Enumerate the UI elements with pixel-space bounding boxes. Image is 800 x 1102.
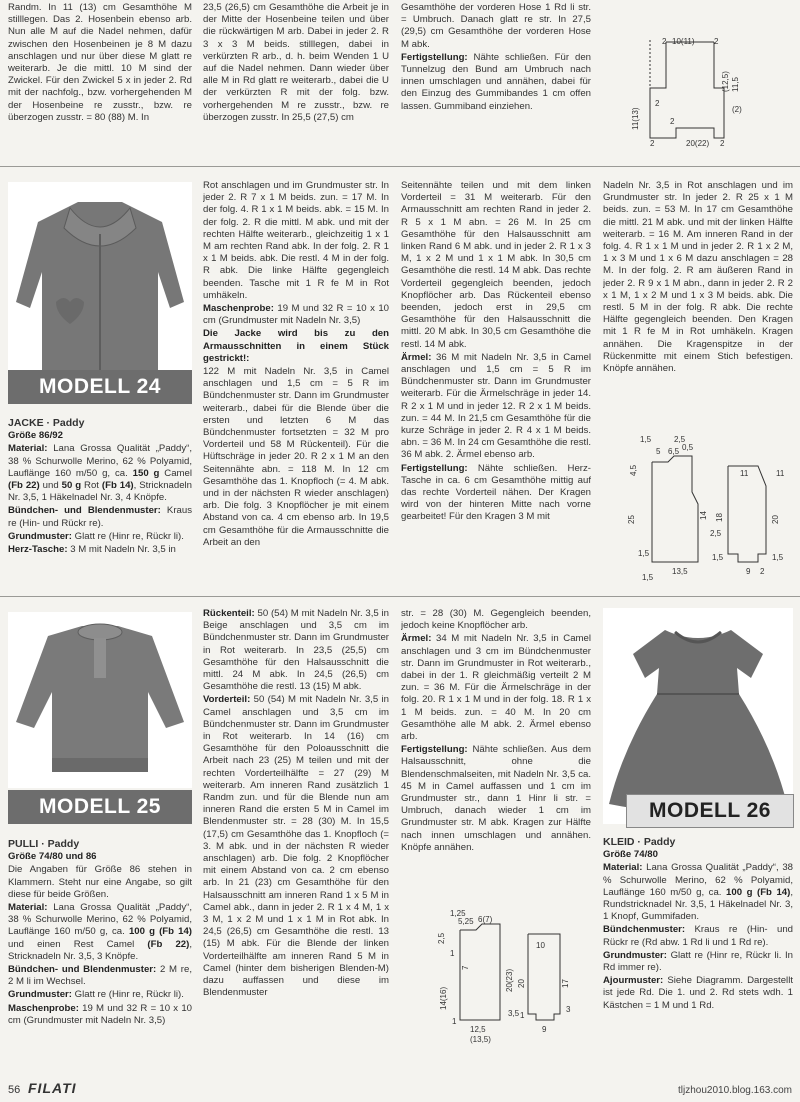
- text: 50 g: [61, 480, 82, 492]
- dimension-label: (12,5): [721, 71, 730, 92]
- dimension-label: 2: [720, 139, 725, 148]
- m24-column-3: [401, 180, 591, 588]
- dimension-label: 1,5: [712, 553, 724, 562]
- dimension-label: 7: [461, 965, 470, 970]
- text: 150 g: [132, 467, 160, 479]
- text: , Rundstricknadel Nr. 3,5, 1 Häkelnadel Nr. 3, 1 Knopf, Gummifaden.: [603, 886, 793, 923]
- label: Grundmuster:: [8, 989, 72, 1001]
- dimension-label: 1,5: [642, 573, 654, 582]
- dimension-label: 2: [662, 37, 667, 46]
- text: 19 M und 32 R = 10 x 10 cm (Grundmuster mit Nadeln Nr. 3,5): [8, 1002, 192, 1026]
- text: Glatt re (Hinr re, Rückr li. In Rd immer re).: [603, 949, 793, 974]
- dimension-label: 1: [520, 1011, 525, 1020]
- label: Bündchenmuster:: [603, 924, 686, 936]
- dimension-label: 10(11): [672, 37, 695, 46]
- dimension-label: 11: [740, 469, 749, 478]
- text: 100 g (Fb 14): [128, 926, 192, 938]
- text: 50 (54) M mit Nadeln Nr. 3,5 in Camel anschlagen und 3,5 cm im Bündchenmuster str. Dann im Grundmuster in Rot weiterarb. In 14 (16) cm Gesamthöhe für den Poloausschnitt die Arbeit nach 23 (25) M teilen und mit der rechten Vorderteilhälfte = 27 (29) M weiterarb. Am inneren Rand zusätzlich 1 Randm zun. und für die Blende nun am inneren Rand die ersten 5 M in Camel im Blendenmuster str. = 28 (30) M. In 15,5 (17,5) cm Gesamthöhe das 1. Knopfloch (= 3. M abk. und in der nächsten R wieder anschlagen) arb. Die folg. 2 Knopflöcher mit einem Abstand von ca. 2 cm ebenso arb. In 21 (23) cm Gesamthöhe für den Halsausschnitt am inneren Rand 1 x 5 M in Camel abk., dann in jeder 2. R 1 x 4 M, 1 x 3 M, 1 x 2 M und 1 x 1 M in Rot abk. In 24,5 (26,5) cm Gesamthöhe die restl. 13 (15) M abk. Für die Blende der linken Vorderteilhälfte am inneren Rand 5 M in Camel (hinter dem bisherigen Blenden-M) dazu auffassen und diese im Blendenmuster: [203, 694, 389, 999]
- dimension-label: 20(22): [686, 139, 710, 148]
- label: Ajourmuster:: [603, 975, 664, 987]
- top-column-3: [401, 2, 591, 152]
- text: Nähte schließen. Aus dem Halsausschnitt, ohne die Blendenschmalseiten, mit Nadeln Nr. 3,5 ca. 45 M in Camel auffassen und 1 cm im Grundmuster str., dann 1 Hinr li str. = Umbruch, danach wieder 1 cm im Grundmuster str. M abk. Kragen zur Hälfte nach innen umschlagen und annähen. Knöpfe annähen.: [401, 744, 591, 853]
- paragraph: [401, 463, 591, 524]
- text: Glatt re (Hinr re, Rückr li).: [71, 530, 184, 542]
- dimension-label: (13,5): [470, 1035, 491, 1044]
- dimension-label: 2,5: [674, 435, 686, 444]
- label: Herz-Tasche:: [8, 544, 68, 556]
- dimension-label: 14: [699, 511, 708, 520]
- dimension-label: 20: [771, 515, 780, 524]
- dimension-label: 20(23): [505, 968, 514, 992]
- model-25-banner: MODELL 25: [8, 790, 192, 824]
- text: Kraus re (Hin- und Rückr re (Rd abw. 1 Rd li und 1 Rd re).: [603, 924, 793, 948]
- label: Material:: [8, 443, 48, 455]
- dimension-label: 4,5: [629, 464, 638, 476]
- model-size: Größe 74/80 und 86: [8, 851, 97, 863]
- dimension-label: 2,5: [710, 529, 722, 538]
- text: Nähte schließen. Für den Tunnelzug den Bund am Umbruch nach innen umschlagen und annähen, dabei für den Einzug des Gummibandes 1 cm offen lassen. Gummiband einziehen.: [401, 51, 591, 112]
- label: Material:: [603, 862, 643, 874]
- dimension-label: 11,5: [731, 77, 740, 92]
- text: , Stricknadeln Nr. 3,5, 1 Häkelnadel Nr. 3, 4 Knöpfe.: [8, 480, 192, 504]
- text: 19 M und 32 R = 10 x 10 cm (Grundmuster mit Nadeln Nr. 3,5): [203, 303, 389, 327]
- dimension-label: 11(13): [631, 107, 640, 130]
- label: Rückenteil:: [203, 608, 255, 619]
- label: Bündchen- und Blendenmuster:: [8, 964, 157, 976]
- m24-column-2: [203, 180, 389, 588]
- paragraph: [8, 544, 192, 556]
- dimension-label: 0,5: [682, 443, 694, 452]
- paragraph: Rot anschlagen und im Grundmuster str. In jeder 2. R 7 x 1 M beids. zun. = 17 M. In der folg. 4. R 1 x 1 M beids. abk. = 15 M. In der folg. 2. R die mittl. M abk. und mit der rechten Hälfte weiterarb., gleichzeitig 1 x 1 M am rechten Rand abk. In der folg. 2. R 1 x 1 M beids. abk. Die restl. 4 M in der folg. R abk. Die linke Hälfte gegengleich beenden. Tasche mit 1 R fe M in Rot umhäkeln.: [203, 180, 389, 301]
- text: 2 M re, 2 M li im Wechsel.: [8, 964, 192, 988]
- text: Lana Grossa Qualität „Paddy“, 38 % Schurwolle Merino, 62 % Polyamid, Lauflänge 160 m/50 g, ca.: [603, 862, 793, 898]
- material-paragraph: [603, 862, 793, 923]
- label: Fertigstellung:: [401, 462, 468, 474]
- dimension-label: 5,25: [458, 917, 474, 926]
- jacket-photo: [8, 182, 192, 400]
- dimension-label: 2: [714, 37, 719, 46]
- dress-illustration: [603, 608, 793, 824]
- watermark: tljzhou2010.blog.163.com: [678, 1085, 792, 1096]
- text: (Fb 22): [147, 938, 190, 950]
- text: und: [39, 480, 62, 492]
- dimension-label: 3: [566, 1005, 571, 1014]
- paragraph: [8, 964, 192, 988]
- paragraph: [203, 694, 389, 999]
- dimension-label: 14(16): [439, 986, 448, 1010]
- label: Grundmuster:: [603, 949, 667, 961]
- material-paragraph: [8, 902, 192, 963]
- text: 36 M mit Nadeln Nr. 3,5 in Camel anschlagen und 1,5 cm = 5 R im Bündchenmuster str. Dann im Grundmuster weiterarb. Für die Ärmelschräge in jeder 14. R 2 x 1 M und in jeder 12. R 2 x 1 M beids. zun. = 44 M. In 21,5 cm Gesamthöhe für die kurze Schräge in jeder 2. R 4 x 1 M beids. abn. = 36 M. In 24 cm Gesamthöhe die restl. 36 M abk. 2. Ärmel ebenso arb.: [401, 351, 591, 461]
- label: Maschenprobe:: [8, 1002, 79, 1014]
- sweater-photo: [8, 612, 192, 788]
- dimension-label: 1,5: [640, 435, 652, 444]
- m26-column: [603, 836, 793, 1068]
- label: Fertigstellung:: [401, 51, 468, 63]
- jacket-illustration: [8, 182, 192, 400]
- dimension-label: 2: [760, 567, 765, 576]
- magazine-logo: FILATI: [28, 1080, 77, 1096]
- paragraph: Gesamthöhe der vorderen Hose 1 Rd li str. = Umbruch. Danach glatt re str. In 27,5 (29,5) cm Gesamthöhe der vorderen Hose M abk.: [401, 2, 591, 50]
- label: Bündchen- und Blendenmuster:: [8, 505, 161, 517]
- pants-diagram: [610, 30, 750, 148]
- dimension-label: 11: [776, 469, 785, 478]
- dimension-label: 13,5: [672, 567, 688, 576]
- text: 34 M mit Nadeln Nr. 3,5 in Camel anschlagen und 3 cm im Bündchenmuster str. Dann im Grundmuster in Rot weiterarb., dabei in der 1. R gleichmäßig verteilt 2 M zun. = 36 M. Für die Ärmelschräge in der folg. 20. R 1 x 1 M und in der folg. 18. R 1 x 1 M beids. zun. = 40 M. In 20 cm Gesamthöhe alle M abk. 2. Ärmel ebenso arb.: [401, 633, 591, 743]
- label: Fertigstellung:: [401, 744, 468, 756]
- dimension-label: 9: [542, 1025, 547, 1034]
- paragraph: [401, 52, 591, 113]
- top-column-2: [203, 2, 389, 152]
- label: Grundmuster:: [8, 530, 72, 542]
- label: Vorderteil:: [203, 694, 251, 706]
- dimension-label: 17: [561, 979, 570, 988]
- m25-column-1: [8, 838, 192, 1070]
- text: Lana Grossa Qualität „Paddy“, 38 % Schurwolle Merino, 62 % Polyamid, Lauflänge 160 m/50 g, ca.: [8, 443, 192, 479]
- paragraph: [8, 505, 192, 529]
- dimension-label: 1: [452, 1017, 457, 1026]
- text: Nähte schließen. Herz-Tasche in ca. 6 cm Gesamthöhe mittig auf das rechte Vorderteil nähen. Der Kragen wird von der hinteren Mitte nach vorne gearbeitet! Für den Kragen 3 M mit: [401, 462, 591, 523]
- dimension-label: (2): [732, 105, 742, 114]
- m25-column-2: [203, 608, 389, 1074]
- dimension-label: 2: [650, 139, 655, 148]
- dimension-label: 1,25: [450, 909, 466, 918]
- model-title: KLEID · Paddy: [603, 836, 676, 848]
- paragraph: [603, 924, 793, 948]
- paragraph: [401, 744, 591, 854]
- text: Lana Grossa Qualität „Paddy“, 38 % Schurwolle Merino, 62 % Polyamid, Lauflänge 160 m/50 g, ca.: [8, 902, 192, 938]
- dimension-label: 2,5: [437, 932, 446, 944]
- dimension-label: 12,5: [470, 1025, 486, 1034]
- dimension-label: 9: [746, 567, 751, 576]
- paragraph: 23,5 (26,5) cm Gesamthöhe die Arbeit je in der Mitte der Hosenbeine teilen und über die rückwärtigen M arb. Dabei in jeder 2. R 3 x 3 M beids. stilllegen, dabei in verkürzten R arb., d. h. beim Wenden 1 U auf die Nadel nehmen. Dann wieder über alle M in Rd glatt re weiterarb., dabei die U der verkürzten R mit der folg. bzw. vorhergehenden M re zusstr., bzw. re überzogen zusstr. In 25,5 (27,5) cm: [203, 2, 389, 123]
- model-size: Größe 86/92: [8, 430, 63, 442]
- paragraph: [8, 1003, 192, 1027]
- top-column-1: [8, 2, 192, 152]
- dimension-label: 6,5: [668, 447, 680, 456]
- dimension-label: 1,5: [772, 553, 784, 562]
- text: Siehe Diagramm. Dargestellt ist jede Rd. Die 1. und 2. Rd stets wdh. 1 Kästchen = 1 M und 1 Rd.: [603, 975, 793, 1011]
- model-26-banner: MODELL 26: [626, 794, 794, 828]
- dimension-label: 6(7): [478, 915, 493, 924]
- dress-photo: [603, 608, 793, 824]
- m24-column-4: [603, 180, 793, 430]
- paragraph: [401, 633, 591, 743]
- material-paragraph: [8, 443, 192, 504]
- dimension-label: 10: [536, 941, 545, 950]
- dimension-label: 20: [517, 979, 526, 988]
- paragraph: Randm. In 11 (13) cm Gesamthöhe M stilllegen. Das 2. Hosenbein ebenso arb. Nun alle M auf die Nadel nehmen, dafür zwischen den Hosenbeinen je 8 M dazu anschlagen und nur über diese M glatt re weiterarb. Je die mittl. 10 M sind der Zwickel. Für den Zwickel 5 x in jeder 2. Rd mit der nachfolg., bzw. vorhergehenden M der Hosenbeine re zusstr., bzw. re überzogen zusstr. = 80 (88) M. In: [8, 2, 192, 123]
- paragraph: Die Jacke wird bis zu den Armausschnitten in einem Stück gestrickt!:: [203, 328, 389, 364]
- text: Rot: [81, 480, 102, 492]
- dimension-label: 5: [656, 447, 661, 456]
- text: und einen Rest Camel: [8, 938, 148, 950]
- model-24-banner: MODELL 24: [8, 370, 192, 404]
- label: Ärmel:: [401, 351, 432, 363]
- dimension-label: 25: [627, 515, 636, 524]
- text: (Fb 22): [8, 480, 40, 492]
- sweater-illustration: [8, 612, 192, 788]
- paragraph: str. = 28 (30) M. Gegengleich beenden, jedoch keine Knopflöcher arb.: [401, 608, 591, 632]
- model-title: JACKE · Paddy: [8, 417, 85, 429]
- model-title: PULLI · Paddy: [8, 838, 80, 850]
- model-size: Größe 74/80: [603, 849, 658, 861]
- dimension-label: 3,5: [508, 1009, 520, 1018]
- dimension-label: 1: [450, 949, 455, 958]
- paragraph: 122 M mit Nadeln Nr. 3,5 in Camel anschlagen und 1,5 cm = 5 R im Bündchenmuster str. Dann im Grundmuster weiterarb., dabei für die Blende über die ersten und letzten 6 M das Bündchenmuster fortsetzten = 32 M pro Vorderteil und 58 M Rückenteil). Für die Hüftschräge in jeder 20. R 2 x 1 M an den Seitennähte abn. = 118 M. In 12 cm Gesamthöhe das 1. Knopfloch (= 4. M abk. und in der nächsten R wieder anschlagen) arb. Die folg. 3 Knopflöcher je mit einem Abstand von ca. 4 cm ebenso arb. In 19,5 cm Gesamthöhe für die Armausschnitte die Arbeit an den: [203, 366, 389, 548]
- dimension-label: 1,5: [638, 549, 650, 558]
- text: , Stricknadeln Nr. 3,5, 3 Knöpfe.: [8, 938, 192, 962]
- paragraph: [8, 989, 192, 1001]
- text: (Fb 14): [101, 480, 134, 492]
- text: 50 (54) M mit Nadeln Nr. 3,5 in Beige anschlagen und 3,5 cm im Bündchenmuster str. Dann im Grundmuster in Rot weiterarb. In 23,5 (25,5) cm Gesamthöhe für den Halsausschnitt die mittl. 24 M abk. In 24,5 (26,5) cm Gesamthöhe die restl. 13 (15) M abk.: [203, 608, 389, 693]
- paragraph: Die Angaben für Größe 86 stehen in Klammern. Steht nur eine Angabe, so gilt diese für beide Größen.: [8, 864, 192, 900]
- paragraph: Seitennähte teilen und mit dem linken Vorderteil = 31 M weiterarb. Für den Armausschnitt am rechten Rand in jeder 2. R 5 x 1 M abn. = 26 M. In 25 cm Gesamthöhe für den Halsausschnitt am linken Rand 6 M abk. und in jeder 2. R 1 x 3 M, 1 x 2 M und 1 x 1 M abk. In 30,5 cm Gesamthöhe die restl. 14 M abk. Das rechte Vorderteil gegengleich beenden, jedoch Knopflöcher arb. Das Rückenteil ebenso beenden, jedoch erst in 29,5 cm Gesamthöhe für den Halsausschnitt die mittl. 20 M abk. In 30,5 cm Gesamthöhe die restl. 14 M abk.: [401, 180, 591, 350]
- label: Maschenprobe:: [203, 303, 274, 315]
- jacket-diagram: [612, 432, 792, 582]
- paragraph: [203, 608, 389, 693]
- label: Ärmel:: [401, 633, 432, 645]
- page-number: 56: [8, 1084, 21, 1096]
- paragraph: [603, 950, 793, 974]
- dimension-label: 2: [670, 117, 675, 126]
- paragraph: [603, 975, 793, 1012]
- dimension-label: 2: [655, 99, 660, 108]
- label: Material:: [8, 902, 48, 914]
- text: Camel: [159, 467, 192, 479]
- section-divider: [0, 596, 800, 597]
- text: Glatt re (Hinr re, Rückr li).: [71, 989, 184, 1001]
- paragraph: [203, 303, 389, 327]
- m25-column-3: [401, 608, 591, 890]
- sweater-diagram: [420, 908, 580, 1048]
- dimension-label: 18: [715, 513, 724, 522]
- paragraph: [401, 352, 591, 462]
- section-divider: [0, 166, 800, 167]
- text: 100 g (Fb 14): [726, 886, 791, 898]
- paragraph: Nadeln Nr. 3,5 in Rot anschlagen und im Grundmuster str. In jeder 2. R 25 x 1 M beids. zun. = 53 M. In 17 cm Gesamthöhe die mittl. 21 M abk. und mit der linken Hälfte weiterarb. = 16 M. Am inneren Rand in der folg. 4. R 1 x 1 M und in jeder 2. R 1 x 2 M, 1 x 3 M und 1 x 6 M dazu anschlagen = 28 M. In der folg. 2. R am äußeren Rand in jeder 2. R 9 x 1 M abn., dann in jeder 2. R 2 x 1 M, 1 x 2 M und 1 x 3 M beids. abk. Die restl. 5 M in der folg. R abk. Die rechte Hälfte gegengleich beenden. Den Kragen mit 1 R fe M in Rot umhäkeln. Kragen annähen. Die Kragenspitze in der Rückenmitte mit einem Stich befestigen. Knöpfe annähen.: [603, 180, 793, 375]
- m24-column-1: [8, 417, 192, 589]
- text: Kraus re (Hin- und Rückr re).: [8, 505, 192, 529]
- text: 3 M mit Nadeln Nr. 3,5 in: [67, 544, 176, 556]
- paragraph: [8, 531, 192, 543]
